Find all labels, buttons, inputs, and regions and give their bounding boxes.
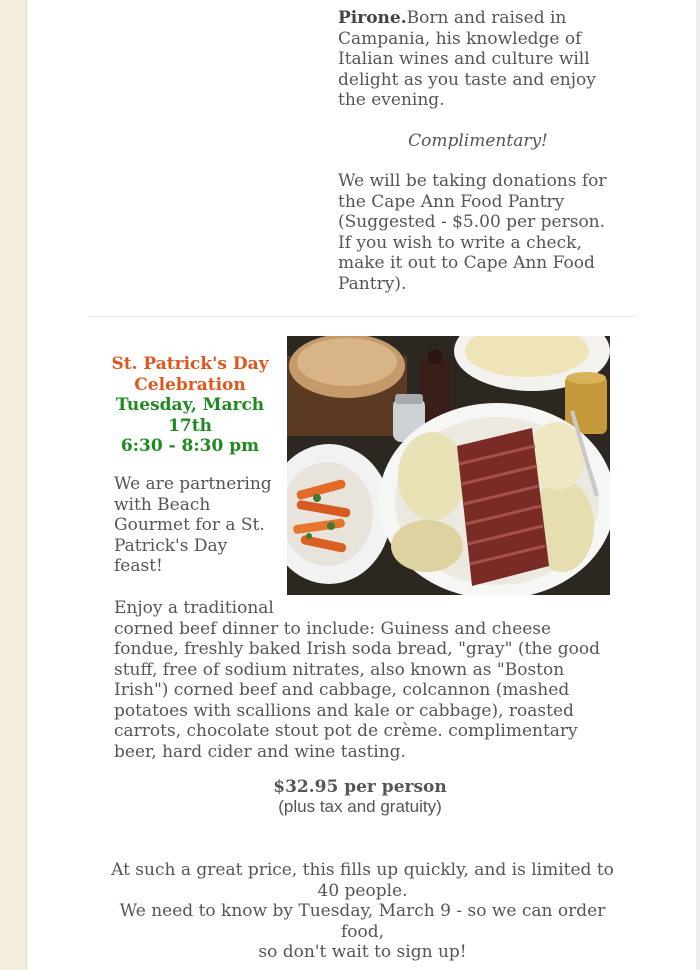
corned-beef-dinner-photo bbox=[287, 336, 610, 595]
price-block bbox=[190, 777, 530, 817]
host-bio-section bbox=[338, 8, 618, 294]
closing-line-1: At such a great price, this fills up quickly, and is limited to 40 people. bbox=[111, 860, 614, 901]
menu-description bbox=[114, 598, 614, 762]
complimentary-note: Complimentary! bbox=[408, 130, 548, 151]
host-bio-text: Born and raised in Campania, his knowledge of Italian wines and culture will delight as you taste and enjoy the evening. bbox=[338, 8, 596, 110]
menu-details: corned beef dinner to include: Guiness and cheese fondue, freshly baked Irish soda bread, "gray" (the good stuff, free of sodium nitrates, also known as "Boston Irish") corned beef and cabbage, colcannon (mashed potatoes with scallions and kale or cabbage), roasted carrots, chocolate stout pot de crème. complimentary beer, hard cider and wine tasting. bbox=[114, 618, 600, 762]
closing-notes bbox=[110, 860, 615, 963]
host-bio bbox=[338, 8, 618, 111]
donation-note: We will be taking donations for the Cape Ann Food Pantry (Suggested - $5.00 per person. If you wish to write a check, make it out to Cape Ann Food Pantry). bbox=[338, 171, 607, 294]
event-intro: We are partnering with Beach Gourmet for a St. Patrick's Day feast! bbox=[114, 474, 272, 576]
menu-lead: Enjoy a traditional bbox=[114, 598, 274, 618]
closing-line-3: so don't wait to sign up! bbox=[258, 942, 467, 962]
page-edge bbox=[696, 0, 700, 970]
price-note: (plus tax and gratuity) bbox=[278, 797, 442, 816]
section-divider bbox=[88, 316, 636, 317]
host-name: Pirone. bbox=[338, 8, 407, 28]
event-date: Tuesday, March 17th bbox=[115, 395, 265, 436]
closing-line-2: We need to know by Tuesday, March 9 - so we can order food, bbox=[119, 901, 606, 942]
event-time: 6:30 - 8:30 pm bbox=[120, 436, 260, 456]
event-title: St. Patrick's Day Celebration bbox=[111, 354, 269, 395]
event-header bbox=[108, 354, 272, 457]
food-photo-illustration bbox=[287, 336, 610, 595]
price-amount: $32.95 per person bbox=[273, 777, 447, 797]
